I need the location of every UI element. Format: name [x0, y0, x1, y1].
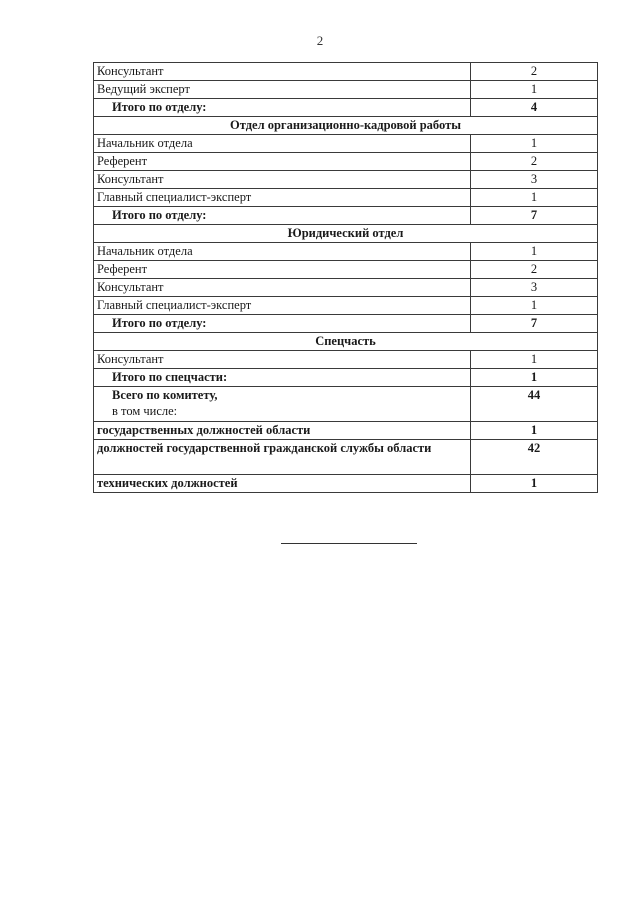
staff-table: [93, 62, 598, 493]
position-name: Референт: [94, 261, 471, 279]
breakdown-count: 1: [471, 475, 598, 493]
section-title: Отдел организационно-кадровой работы: [94, 117, 598, 135]
position-count: 1: [471, 351, 598, 369]
position-name: Консультант: [94, 171, 471, 189]
breakdown-label: должностей государственной гражданской службы области: [94, 440, 471, 475]
total-label: Итого по отделу:: [94, 99, 471, 117]
section-title: Спецчасть: [94, 333, 598, 351]
total-label: Итого по отделу:: [94, 315, 471, 333]
table-row: [94, 261, 598, 279]
table-row: [94, 243, 598, 261]
table-row: [94, 135, 598, 153]
breakdown-count: 42: [471, 440, 598, 475]
position-count: 1: [471, 81, 598, 99]
table-row: [94, 171, 598, 189]
section-header-row: [94, 225, 598, 243]
grand-total-title: Всего по комитету,: [112, 388, 218, 402]
position-count: 1: [471, 189, 598, 207]
position-name: Ведущий эксперт: [94, 81, 471, 99]
special-unit-total-row: [94, 369, 598, 387]
position-count: 3: [471, 171, 598, 189]
page-number: 2: [316, 33, 324, 48]
total-count: 7: [471, 315, 598, 333]
position-count: 1: [471, 243, 598, 261]
total-count: 7: [471, 207, 598, 225]
position-count: 1: [471, 297, 598, 315]
table-row: [94, 189, 598, 207]
position-name: Главный специалист-эксперт: [94, 189, 471, 207]
total-count: 4: [471, 99, 598, 117]
section-title: Юридический отдел: [94, 225, 598, 243]
closing-rule: [281, 543, 417, 544]
breakdown-label: технических должностей: [94, 475, 471, 493]
table-row: [94, 351, 598, 369]
table-row: [94, 279, 598, 297]
position-name: Консультант: [94, 63, 471, 81]
breakdown-count: 1: [471, 422, 598, 440]
breakdown-row: [94, 475, 598, 493]
total-label: Итого по спецчасти:: [94, 369, 471, 387]
table-row: [94, 297, 598, 315]
section-header-row: [94, 117, 598, 135]
position-count: 1: [471, 135, 598, 153]
breakdown-row: [94, 440, 598, 475]
position-name: Консультант: [94, 279, 471, 297]
position-count: 2: [471, 153, 598, 171]
table-row: [94, 153, 598, 171]
position-name: Главный специалист-эксперт: [94, 297, 471, 315]
grand-total-subtitle: в том числе:: [112, 404, 178, 418]
department-total-row: [94, 315, 598, 333]
position-name: Консультант: [94, 351, 471, 369]
position-name: Референт: [94, 153, 471, 171]
department-total-row: [94, 207, 598, 225]
total-count: 1: [471, 369, 598, 387]
breakdown-row: [94, 422, 598, 440]
breakdown-label: государственных должностей области: [94, 422, 471, 440]
table-row: [94, 63, 598, 81]
position-name: Начальник отдела: [94, 135, 471, 153]
table-row: [94, 81, 598, 99]
position-count: 3: [471, 279, 598, 297]
grand-total-count: 44: [471, 387, 598, 422]
position-count: 2: [471, 63, 598, 81]
department-total-row: [94, 99, 598, 117]
position-name: Начальник отдела: [94, 243, 471, 261]
section-header-row: [94, 333, 598, 351]
total-label: Итого по отделу:: [94, 207, 471, 225]
grand-total-label: [94, 387, 471, 422]
position-count: 2: [471, 261, 598, 279]
grand-total-row: [94, 387, 598, 422]
